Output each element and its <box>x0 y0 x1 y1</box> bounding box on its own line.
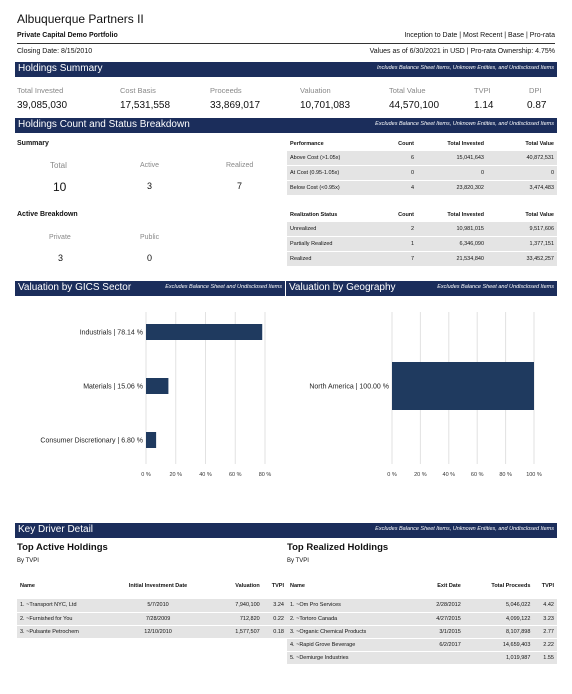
count-status-header <box>15 118 557 133</box>
geography-bar-chart <box>286 300 557 490</box>
holding-name[interactable]: 2. ~Tortoro Canada <box>287 612 405 625</box>
count-label: Realized <box>226 162 254 169</box>
top-realized-title: Top Realized Holdings <box>287 542 389 553</box>
table-cell: Unrealized <box>287 222 367 237</box>
valuation: 712,820 <box>202 612 263 625</box>
table-row[interactable] <box>287 638 557 651</box>
table-cell: 1,377,151 <box>487 237 557 252</box>
column-header: Exit Date <box>437 583 461 589</box>
metric-label: Cost Basis <box>120 86 156 95</box>
table-row[interactable] <box>287 651 557 664</box>
tvpi: 2.77 <box>533 625 557 638</box>
table-cell: 6 <box>367 151 417 166</box>
count-label: Private <box>49 234 71 241</box>
metric-value: 17,531,558 <box>120 100 171 111</box>
exit-date: 4/27/2015 <box>405 612 464 625</box>
category-label: North America | 100.00 % <box>309 383 389 391</box>
bar[interactable] <box>392 362 534 410</box>
metric-label: Total Value <box>389 86 426 95</box>
tvpi: 2.22 <box>533 638 557 651</box>
table-cell: 1 <box>367 237 417 252</box>
table-cell: At Cost (0.95-1.05x) <box>287 166 367 181</box>
holding-name[interactable]: 4. ~Rapid Grove Beverage <box>287 638 405 651</box>
column-header: Realization Status <box>290 212 338 218</box>
metric-label: Total Invested <box>17 86 64 95</box>
table-cell: Partially Realized <box>287 237 367 252</box>
count-label: Active <box>140 162 160 169</box>
count-value: 7 <box>237 181 243 191</box>
category-label: Consumer Discretionary | 6.80 % <box>40 437 143 445</box>
section-note: Excludes Balance Sheet Items, Unknown Entities, and Undisclosed Items <box>375 121 554 127</box>
table-row <box>287 222 557 237</box>
table-cell: Above Cost (>1.05x) <box>287 151 367 166</box>
table-cell: Realized <box>287 251 367 266</box>
table-row[interactable] <box>287 625 557 638</box>
count-value: 3 <box>147 181 153 191</box>
table-header-row <box>17 573 287 599</box>
metric-label: DPI <box>529 86 542 95</box>
column-header: Total Value <box>525 212 554 218</box>
table-row[interactable] <box>287 599 557 612</box>
tvpi: 3.24 <box>263 599 287 612</box>
section-note: Includes Balance Sheet Items, Unknown Entities, and Undisclosed Items <box>376 65 554 71</box>
column-header: Name <box>290 583 305 589</box>
metric-value: 1.14 <box>474 100 494 111</box>
top-active-title: Top Active Holdings <box>17 542 108 553</box>
table-header-row <box>287 573 557 599</box>
bar[interactable] <box>146 378 168 394</box>
column-header: Total Invested <box>447 212 484 218</box>
metric-label: TVPI <box>474 86 491 95</box>
holdings-summary-header <box>15 62 557 77</box>
table-cell: 0 <box>417 166 487 181</box>
total-proceeds: 5,046,022 <box>464 599 534 612</box>
active-breakdown-heading: Active Breakdown <box>17 211 78 218</box>
table-cell: 9,517,606 <box>487 222 557 237</box>
geo-header <box>286 281 557 296</box>
tvpi: 1.55 <box>533 651 557 664</box>
total-proceeds: 4,099,122 <box>464 612 534 625</box>
top-realized-table <box>287 573 557 664</box>
tvpi: 3.23 <box>533 612 557 625</box>
investment-date: 7/28/2009 <box>114 612 202 625</box>
x-tick-label: 60 % <box>228 472 242 478</box>
performance-table <box>287 137 557 195</box>
metric-value: 10,701,083 <box>300 100 351 111</box>
column-header: Valuation <box>235 583 260 589</box>
column-header: Total Invested <box>447 141 484 147</box>
category-label: Industrials | 78.14 % <box>79 329 143 337</box>
holding-name[interactable]: 1. ~Om Pro Services <box>287 599 405 612</box>
count-label: Public <box>140 234 160 241</box>
count-value: 3 <box>58 253 64 263</box>
table-cell: 7 <box>367 251 417 266</box>
top-active-subtitle: By TVPI <box>17 558 39 564</box>
section-note: Excludes Balance Sheet Items, Unknown Entities, and Undisclosed Items <box>375 526 554 532</box>
investment-date: 12/10/2010 <box>114 625 202 638</box>
table-row <box>287 166 557 181</box>
key-driver-header <box>15 523 557 538</box>
table-row <box>287 180 557 195</box>
table-cell: 2 <box>367 222 417 237</box>
gics-bar-chart <box>15 300 285 490</box>
exit-date: 3/1/2015 <box>405 625 464 638</box>
realization-table <box>287 208 557 266</box>
metric-label: Proceeds <box>210 86 242 95</box>
valuation: 1,577,507 <box>202 625 263 638</box>
section-title: Key Driver Detail <box>18 524 94 535</box>
column-header: TVPI <box>541 583 554 589</box>
bar[interactable] <box>146 324 262 340</box>
section-title: Holdings Count and Status Breakdown <box>18 119 190 130</box>
table-row[interactable] <box>17 625 287 638</box>
table-row[interactable] <box>17 612 287 625</box>
x-tick-label: 0 % <box>387 472 397 478</box>
holding-name[interactable]: 3. ~Pulsante Petrochem <box>17 625 114 638</box>
x-tick-label: 40 % <box>442 472 456 478</box>
closing-date: Closing Date: 8/15/2010 <box>17 48 93 55</box>
top-active-table <box>17 573 287 638</box>
x-tick-label: 20 % <box>169 472 183 478</box>
metric-value: 33,869,017 <box>210 100 261 111</box>
holding-name[interactable]: 2. ~Furnished for You <box>17 612 114 625</box>
section-title: Valuation by GICS Sector <box>18 282 132 293</box>
x-tick-label: 80 % <box>258 472 272 478</box>
table-cell: 23,820,302 <box>417 180 487 195</box>
section-note: Excludes Balance Sheet and Undisclosed Items <box>165 284 282 290</box>
bar[interactable] <box>146 432 156 448</box>
total-proceeds: 14,659,403 <box>464 638 534 651</box>
x-tick-label: 40 % <box>199 472 212 478</box>
holding-name[interactable]: 3. ~Organic Chemical Products <box>287 625 405 638</box>
column-header: Total Proceeds <box>491 583 531 589</box>
count-value: 10 <box>53 180 67 194</box>
table-cell: 15,041,643 <box>417 151 487 166</box>
exit-date: 6/2/2017 <box>405 638 464 651</box>
tvpi: 0.18 <box>263 625 287 638</box>
column-header: Count <box>398 212 414 218</box>
table-cell: 0 <box>487 166 557 181</box>
x-tick-label: 20 % <box>414 472 427 478</box>
column-header: Count <box>398 141 414 147</box>
column-header: Initial Investment Date <box>128 583 188 589</box>
metric-value: 44,570,100 <box>389 100 440 111</box>
total-proceeds: 1,019,987 <box>464 651 534 664</box>
metric-value: 0.87 <box>527 100 547 111</box>
table-row[interactable] <box>287 612 557 625</box>
x-tick-label: 80 % <box>499 472 512 478</box>
values-as-of: Values as of 6/30/2021 in USD | Pro-rata Ownership: 4.75% <box>369 48 555 55</box>
valuation: 7,940,100 <box>202 599 263 612</box>
metric-value: 39,085,030 <box>17 100 68 111</box>
table-cell: 6,346,090 <box>417 237 487 252</box>
column-header: Name <box>20 583 35 589</box>
section-title: Valuation by Geography <box>289 282 396 293</box>
table-cell: 21,534,840 <box>417 251 487 266</box>
header-divider <box>17 43 555 44</box>
portfolio-name: Private Capital Demo Portfolio <box>17 32 118 39</box>
holding-name[interactable]: 5. ~Demiurge Industries <box>287 651 405 664</box>
section-title: Holdings Summary <box>18 63 103 74</box>
table-cell: 10,981,015 <box>417 222 487 237</box>
summary-heading: Summary <box>17 140 49 147</box>
view-options[interactable]: Inception to Date | Most Recent | Base | Pro-rata <box>404 32 555 39</box>
x-tick-label: 100 % <box>526 472 542 478</box>
x-tick-label: 0 % <box>141 472 151 478</box>
count-label: Total <box>50 161 67 170</box>
gics-header <box>15 281 285 296</box>
page-title: Albuquerque Partners II <box>17 12 144 26</box>
column-header: Performance <box>290 141 324 147</box>
table-cell: 40,872,531 <box>487 151 557 166</box>
table-row <box>287 251 557 266</box>
column-header: TVPI <box>271 583 284 589</box>
total-proceeds: 8,107,898 <box>464 625 534 638</box>
column-header: Total Value <box>525 141 554 147</box>
tvpi: 0.22 <box>263 612 287 625</box>
table-row[interactable] <box>17 599 287 612</box>
category-label: Materials | 15.06 % <box>83 383 143 391</box>
table-row <box>287 151 557 166</box>
table-cell: Below Cost (<0.95x) <box>287 180 367 195</box>
tvpi: 4.42 <box>533 599 557 612</box>
table-row <box>287 237 557 252</box>
exit-date <box>405 651 464 664</box>
x-tick-label: 60 % <box>470 472 484 478</box>
investment-date: 5/7/2010 <box>114 599 202 612</box>
metric-label: Valuation <box>300 86 331 95</box>
section-note: Excludes Balance Sheet and Undisclosed Items <box>437 284 554 290</box>
holding-name[interactable]: 1. ~Transport NYC, Ltd <box>17 599 114 612</box>
top-realized-subtitle: By TVPI <box>287 558 309 564</box>
count-value: 0 <box>147 253 153 263</box>
table-cell: 33,452,257 <box>487 251 557 266</box>
table-header-row <box>287 208 557 222</box>
exit-date: 2/28/2012 <box>405 599 464 612</box>
table-header-row <box>287 137 557 151</box>
table-cell: 3,474,483 <box>487 180 557 195</box>
table-cell: 4 <box>367 180 417 195</box>
table-cell: 0 <box>367 166 417 181</box>
